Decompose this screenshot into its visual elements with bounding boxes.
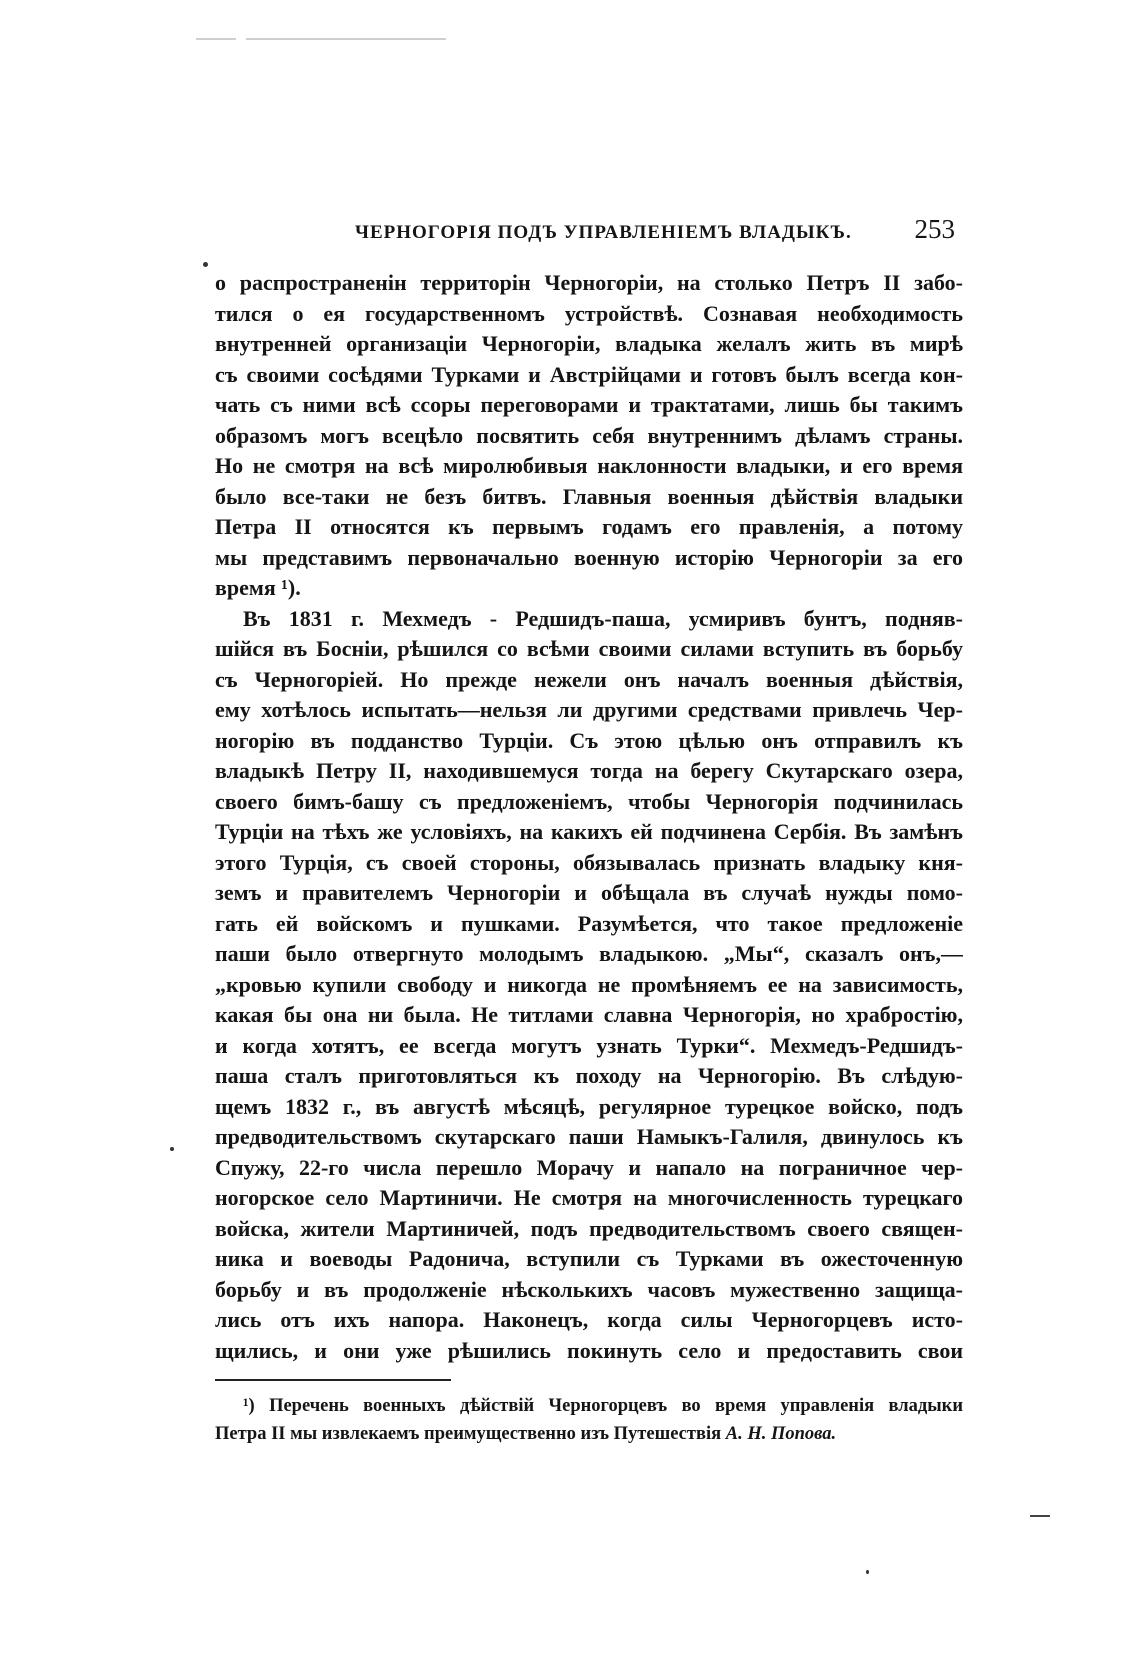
page-number: 253 (914, 214, 955, 244)
footnote (215, 1392, 963, 1448)
text-line: внутренней организаціи Черногоріи, владыка желалъ жить въ мирѣ (215, 331, 963, 356)
text-line: образомъ могъ всецѣло посвятить себя внутреннимъ дѣламъ страны. (215, 422, 963, 448)
text-line: владыкѣ Петру II, находившемуся тогда на берегу Скутарскаго озера, (215, 758, 963, 783)
text-line: своего бимъ-башу съ предложеніемъ, чтобы Черногорія подчинилась (215, 788, 963, 814)
text-line: съ Черногоріей. Но прежде нежели онъ началъ военныя дѣйствія, (215, 666, 963, 692)
text-line: время ¹). (215, 575, 301, 600)
scan-speck (203, 262, 208, 267)
page-header (215, 214, 963, 248)
text-line: Въ 1831 г. Мехмедъ - Редшидъ-паша, усмиривъ бунтъ, подняв- (243, 605, 963, 631)
text-line: предводительствомъ скутарскаго паши Намыкъ-Галиля, двинулось къ (215, 1124, 963, 1149)
text-line: Спужу, 22-го числа перешло Морачу и напало на пограничное чер- (215, 1154, 963, 1180)
scan-speck (170, 1147, 174, 1151)
text-line: какая бы она ни была. Не титлами славна Черногорія, но храбростію, (215, 1002, 963, 1027)
text-line: Но не смотря на всѣ миролюбивыя наклонности владыки, и его время (215, 453, 963, 478)
body-text (215, 268, 963, 1366)
text-line: и когда хотятъ, ее всегда могутъ узнать Турки“. Мехмедъ-Редшидъ- (215, 1032, 963, 1058)
text-line: борьбу и въ продолженіе нѣсколькихъ часовъ мужественно защища- (215, 1276, 963, 1302)
text-line: лись отъ ихъ напора. Наконецъ, когда силы Черногорцевъ исто- (215, 1307, 963, 1332)
text-line: ему хотѣлось испытать—нельзя ли другими средствами привлечь Чер- (215, 697, 963, 722)
scan-edge-mark (246, 38, 446, 40)
text-line: паша сталъ приготовляться къ походу на Черногорію. Въ слѣдую- (215, 1063, 963, 1088)
footnote-text: Петра II мы извлекаемъ преимущественно изъ Путешествія (215, 1424, 726, 1444)
text-line: щились, и они уже рѣшились покинуть село и предоставить свои (215, 1337, 963, 1363)
text-line: шійся въ Босніи, рѣшился со всѣми своими силами вступить въ борьбу (215, 636, 963, 661)
text-line: щемъ 1832 г., въ августѣ мѣсяцѣ, регулярное турецкое войско, подъ (215, 1093, 963, 1119)
footnote-divider (215, 1379, 451, 1381)
text-line: чать съ ними всѣ ссоры переговорами и трактатами, лишь бы такимъ (215, 392, 963, 417)
footnote-author: А. Н. Попова. (725, 1424, 837, 1444)
text-line: о распространенін территорін Черногоріи, на столько Петръ II забо- (215, 270, 963, 295)
text-line: войска, жители Мартиничей, подъ предводительствомъ своего священ- (215, 1215, 963, 1241)
text-line: гать ей войскомъ и пушками. Разумѣется, что такое предложеніе (215, 910, 963, 936)
text-line: „кровью купили свободу и никогда не промѣняемъ ее на зависимость, (215, 971, 963, 997)
footnote-line: ¹) Перечень военныхъ дѣйствій Черногорцевъ во время управленія владыки (243, 1396, 963, 1416)
scan-edge-mark (196, 38, 236, 40)
text-line: Петра II относятся къ первымъ годамъ его правленія, а потому (215, 514, 963, 539)
text-line: ника и воеводы Радонича, вступили съ Турками въ ожесточенную (215, 1246, 963, 1271)
running-head: ЧЕРНОГОРІЯ ПОДЪ УПРАВЛЕНІЕМЪ ВЛАДЫКЪ. (355, 222, 852, 243)
text-line: ногорію въ подданство Турціи. Съ этою цѣлью онъ отправилъ къ (215, 727, 963, 753)
text-line: ногорское село Мартиничи. Не смотря на многочисленность турецкаго (215, 1185, 963, 1210)
scan-mark (1030, 1515, 1050, 1517)
text-line: паши было отвергнуто молодымъ владыкою. „Мы“, сказалъ онъ,— (215, 941, 963, 966)
scan-speck (866, 1570, 869, 1574)
text-line: земъ и правителемъ Черногоріи и обѣщала въ случаѣ нужды помо- (215, 880, 963, 905)
text-line: съ своими сосѣдями Турками и Австрійцами и готовъ былъ всегда кон- (215, 361, 963, 387)
text-line: тился о ея государственномъ устройствѣ. Сознавая необходимость (215, 300, 963, 326)
text-line: мы представимъ первоначально военную исторію Черногоріи за его (215, 544, 963, 570)
text-line: Турціи на тѣхъ же условіяхъ, на какихъ ей подчинена Сербія. Въ замѣнъ (215, 819, 963, 844)
text-line: было все-таки не безъ битвъ. Главныя военныя дѣйствія владыки (215, 483, 963, 509)
footnote-line (215, 1420, 963, 1448)
text-line: этого Турція, съ своей стороны, обязывалась признать владыку кня- (215, 849, 963, 875)
